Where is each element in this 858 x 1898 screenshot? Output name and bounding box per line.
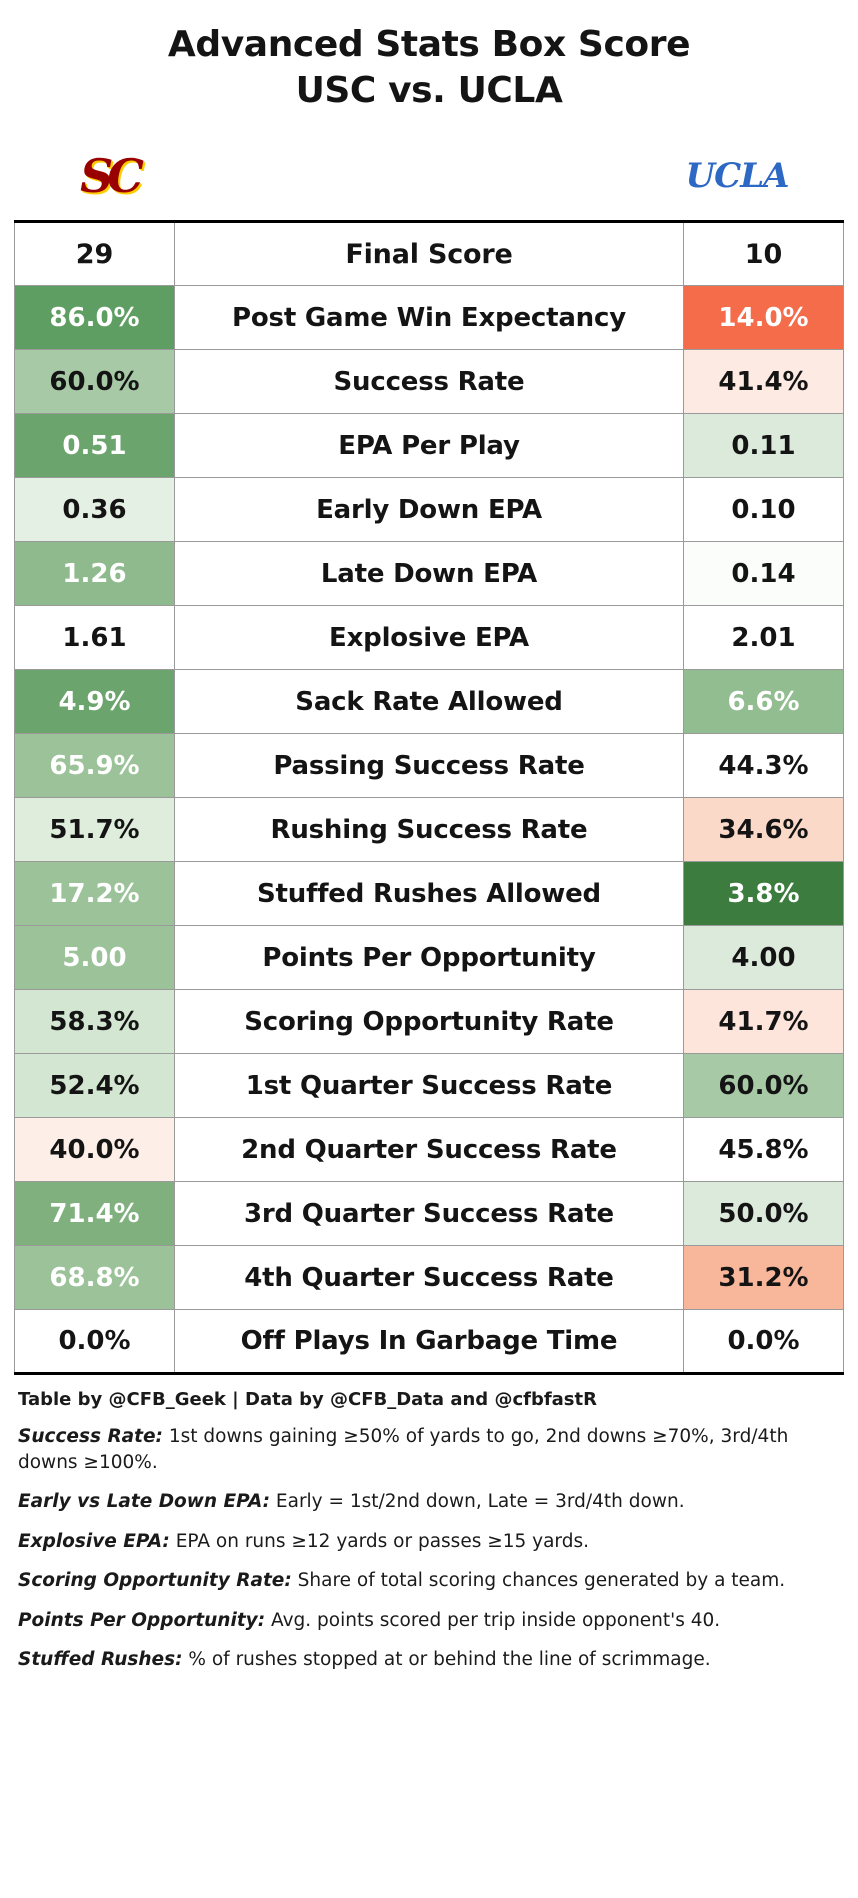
metric-label-cell: 4th Quarter Success Rate [174, 1246, 683, 1310]
usc-value-cell: 1.26 [15, 542, 175, 606]
usc-logo [66, 141, 152, 211]
glossary-note: Scoring Opportunity Rate: Share of total scoring chances generated by a team. [18, 1570, 786, 1592]
table-row [15, 606, 844, 670]
metric-label-cell: Off Plays In Garbage Time [174, 1310, 683, 1374]
metric-label-cell: Explosive EPA [174, 606, 683, 670]
table-row [15, 286, 844, 350]
table-row [15, 1310, 844, 1374]
ucla-value-cell: 2.01 [684, 606, 844, 670]
usc-value-cell: 51.7% [15, 798, 175, 862]
metric-label-cell: Rushing Success Rate [174, 798, 683, 862]
usc-value-cell: 0.0% [15, 1310, 175, 1374]
usc-value-cell: 60.0% [15, 350, 175, 414]
usc-value-cell: 52.4% [15, 1054, 175, 1118]
metric-label-cell: Success Rate [174, 350, 683, 414]
usc-value-cell: 58.3% [15, 990, 175, 1054]
ucla-value-cell: 0.11 [684, 414, 844, 478]
ucla-value-cell: 44.3% [684, 734, 844, 798]
usc-value-cell: 17.2% [15, 862, 175, 926]
ucla-value-cell: 45.8% [684, 1118, 844, 1182]
metric-label-cell: Scoring Opportunity Rate [174, 990, 683, 1054]
table-row [15, 798, 844, 862]
metric-label-cell: EPA Per Play [174, 414, 683, 478]
ucla-value-cell: 14.0% [684, 286, 844, 350]
usc-value-cell: 65.9% [15, 734, 175, 798]
metric-label-cell: Late Down EPA [174, 542, 683, 606]
metric-label-cell: 3rd Quarter Success Rate [174, 1182, 683, 1246]
ucla-logo-text: UCLA [685, 156, 789, 197]
ucla-value-cell: 3.8% [684, 862, 844, 926]
ucla-logo [682, 146, 792, 206]
usc-logo-text: SC [80, 149, 138, 204]
title-line-1: Advanced Stats Box Score [167, 24, 691, 65]
table-row [15, 1118, 844, 1182]
ucla-value-cell: 34.6% [684, 798, 844, 862]
metric-label-cell: 1st Quarter Success Rate [174, 1054, 683, 1118]
ucla-value-cell: 0.14 [684, 542, 844, 606]
usc-value-cell: 68.8% [15, 1246, 175, 1310]
table-row [15, 478, 844, 542]
usc-value-cell: 0.51 [15, 414, 175, 478]
table-row [15, 862, 844, 926]
footer-notes [14, 1375, 844, 1673]
table-row [15, 990, 844, 1054]
ucla-value-cell: 41.7% [684, 990, 844, 1054]
ucla-value-cell: 4.00 [684, 926, 844, 990]
page-title [14, 22, 844, 114]
usc-value-cell: 5.00 [15, 926, 175, 990]
title-line-2: USC vs. UCLA [295, 70, 563, 112]
table-row [15, 542, 844, 606]
glossary-note: Explosive EPA: EPA on runs ≥12 yards or passes ≥15 yards. [18, 1530, 589, 1552]
ucla-value-cell: 31.2% [684, 1246, 844, 1310]
usc-value-cell: 29 [15, 222, 175, 286]
table-row [15, 414, 844, 478]
team-logos-row [14, 128, 844, 220]
usc-value-cell: 71.4% [15, 1182, 175, 1246]
metric-label-cell: Passing Success Rate [174, 734, 683, 798]
glossary-note: Early vs Late Down EPA: Early = 1st/2nd down, Late = 3rd/4th down. [18, 1491, 685, 1513]
table-row [15, 734, 844, 798]
metric-label-cell: Points Per Opportunity [174, 926, 683, 990]
ucla-value-cell: 0.10 [684, 478, 844, 542]
ucla-value-cell: 0.0% [684, 1310, 844, 1374]
ucla-value-cell: 50.0% [684, 1182, 844, 1246]
usc-value-cell: 0.36 [15, 478, 175, 542]
glossary-note: Success Rate: 1st downs gaining ≥50% of yards to go, 2nd downs ≥70%, 3rd/4th downs ≥100%. [18, 1426, 789, 1473]
ucla-value-cell: 41.4% [684, 350, 844, 414]
usc-value-cell: 1.61 [15, 606, 175, 670]
usc-value-cell: 86.0% [15, 286, 175, 350]
advanced-stats-table [14, 220, 844, 1375]
usc-value-cell: 40.0% [15, 1118, 175, 1182]
table-row [15, 926, 844, 990]
glossary-note: Stuffed Rushes: % of rushes stopped at or behind the line of scrimmage. [18, 1649, 711, 1671]
glossary-note: Points Per Opportunity: Avg. points scored per trip inside opponent's 40. [18, 1609, 721, 1631]
metric-label-cell: Sack Rate Allowed [174, 670, 683, 734]
metric-label-cell: Stuffed Rushes Allowed [174, 862, 683, 926]
table-row [15, 350, 844, 414]
table-row [15, 222, 844, 286]
metric-label-cell: Early Down EPA [174, 478, 683, 542]
ucla-value-cell: 10 [684, 222, 844, 286]
ucla-value-cell: 60.0% [684, 1054, 844, 1118]
table-row [15, 670, 844, 734]
metric-label-cell: 2nd Quarter Success Rate [174, 1118, 683, 1182]
credit-line: Table by @CFB_Geek | Data by @CFB_Data and @cfbfastR [18, 1389, 597, 1411]
table-row [15, 1182, 844, 1246]
table-row [15, 1054, 844, 1118]
table-row [15, 1246, 844, 1310]
ucla-value-cell: 6.6% [684, 670, 844, 734]
metric-label-cell: Final Score [174, 222, 683, 286]
usc-value-cell: 4.9% [15, 670, 175, 734]
metric-label-cell: Post Game Win Expectancy [174, 286, 683, 350]
